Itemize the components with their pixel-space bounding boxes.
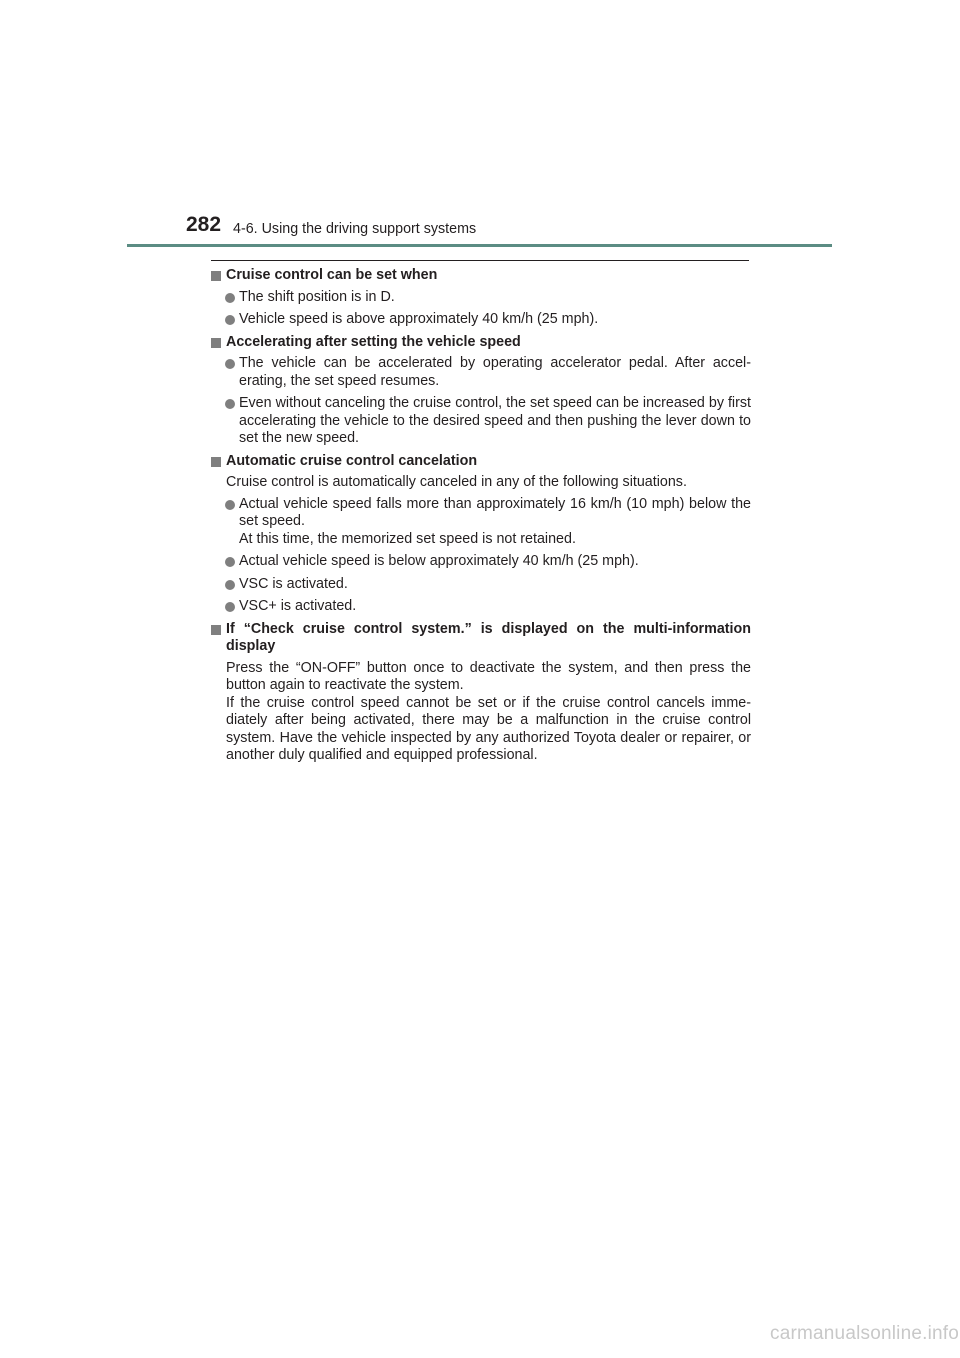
page-content [211, 267, 751, 769]
bullet-note: At this time, the memorized set speed is not retained. [239, 530, 576, 547]
square-bullet-icon [211, 457, 221, 467]
square-bullet-icon [211, 271, 221, 281]
section-heading: Cruise control can be set when [211, 267, 751, 285]
square-bullet-icon [211, 338, 221, 348]
page-number: 282 [186, 213, 222, 236]
circle-bullet-icon [225, 580, 235, 590]
square-bullet-icon [211, 625, 221, 635]
list-item: VSC is activated. [211, 576, 751, 594]
section-heading: Automatic cruise control cancelation [211, 453, 751, 471]
list-item: Even without canceling the cruise control, the set speed can be increased by first accelerating the vehicle to the desired speed and then pushing the lever down to set the new speed. [211, 395, 751, 448]
intro-paragraph: Cruise control is automatically canceled in any of the following situations. [226, 474, 687, 490]
circle-bullet-icon [225, 315, 235, 325]
circle-bullet-icon [225, 602, 235, 612]
list-item: VSC+ is activated. [211, 598, 751, 616]
body-paragraph: Press the “ON-OFF” button once to deactivate the system, and then press the button again to reactivate the system. If the cruise control speed cannot be set or if the cruise control cancels imme- diately after being activated, there may be a malfunction in the cruise control system. Have the vehicle inspected by any authorized Toyota dealer or repairer, or another duly qualified and equipped professional. [226, 659, 751, 763]
watermark: carmanualsonline.info [770, 1323, 960, 1344]
section-divider [211, 260, 749, 261]
circle-bullet-icon [225, 359, 235, 369]
circle-bullet-icon [225, 557, 235, 567]
list-item: The shift position is in D. [211, 289, 751, 307]
list-item: Actual vehicle speed falls more than approximately 16 km/h (10 mph) below the set speed. At this time, the memorized set speed is not retained. [211, 496, 751, 549]
header-rule [127, 244, 832, 247]
list-item: Actual vehicle speed is below approximately 40 km/h (25 mph). [211, 553, 751, 571]
list-item: The vehicle can be accelerated by operating accelerator pedal. After accel- erating, the set speed resumes. [211, 355, 751, 390]
section-title: 4-6. Using the driving support systems [233, 221, 477, 237]
circle-bullet-icon [225, 500, 235, 510]
section-heading: If “Check cruise control system.” is displayed on the multi-information display [211, 621, 751, 656]
section-heading: Accelerating after setting the vehicle speed [211, 334, 751, 352]
circle-bullet-icon [225, 293, 235, 303]
circle-bullet-icon [225, 399, 235, 409]
list-item: Vehicle speed is above approximately 40 km/h (25 mph). [211, 311, 751, 329]
